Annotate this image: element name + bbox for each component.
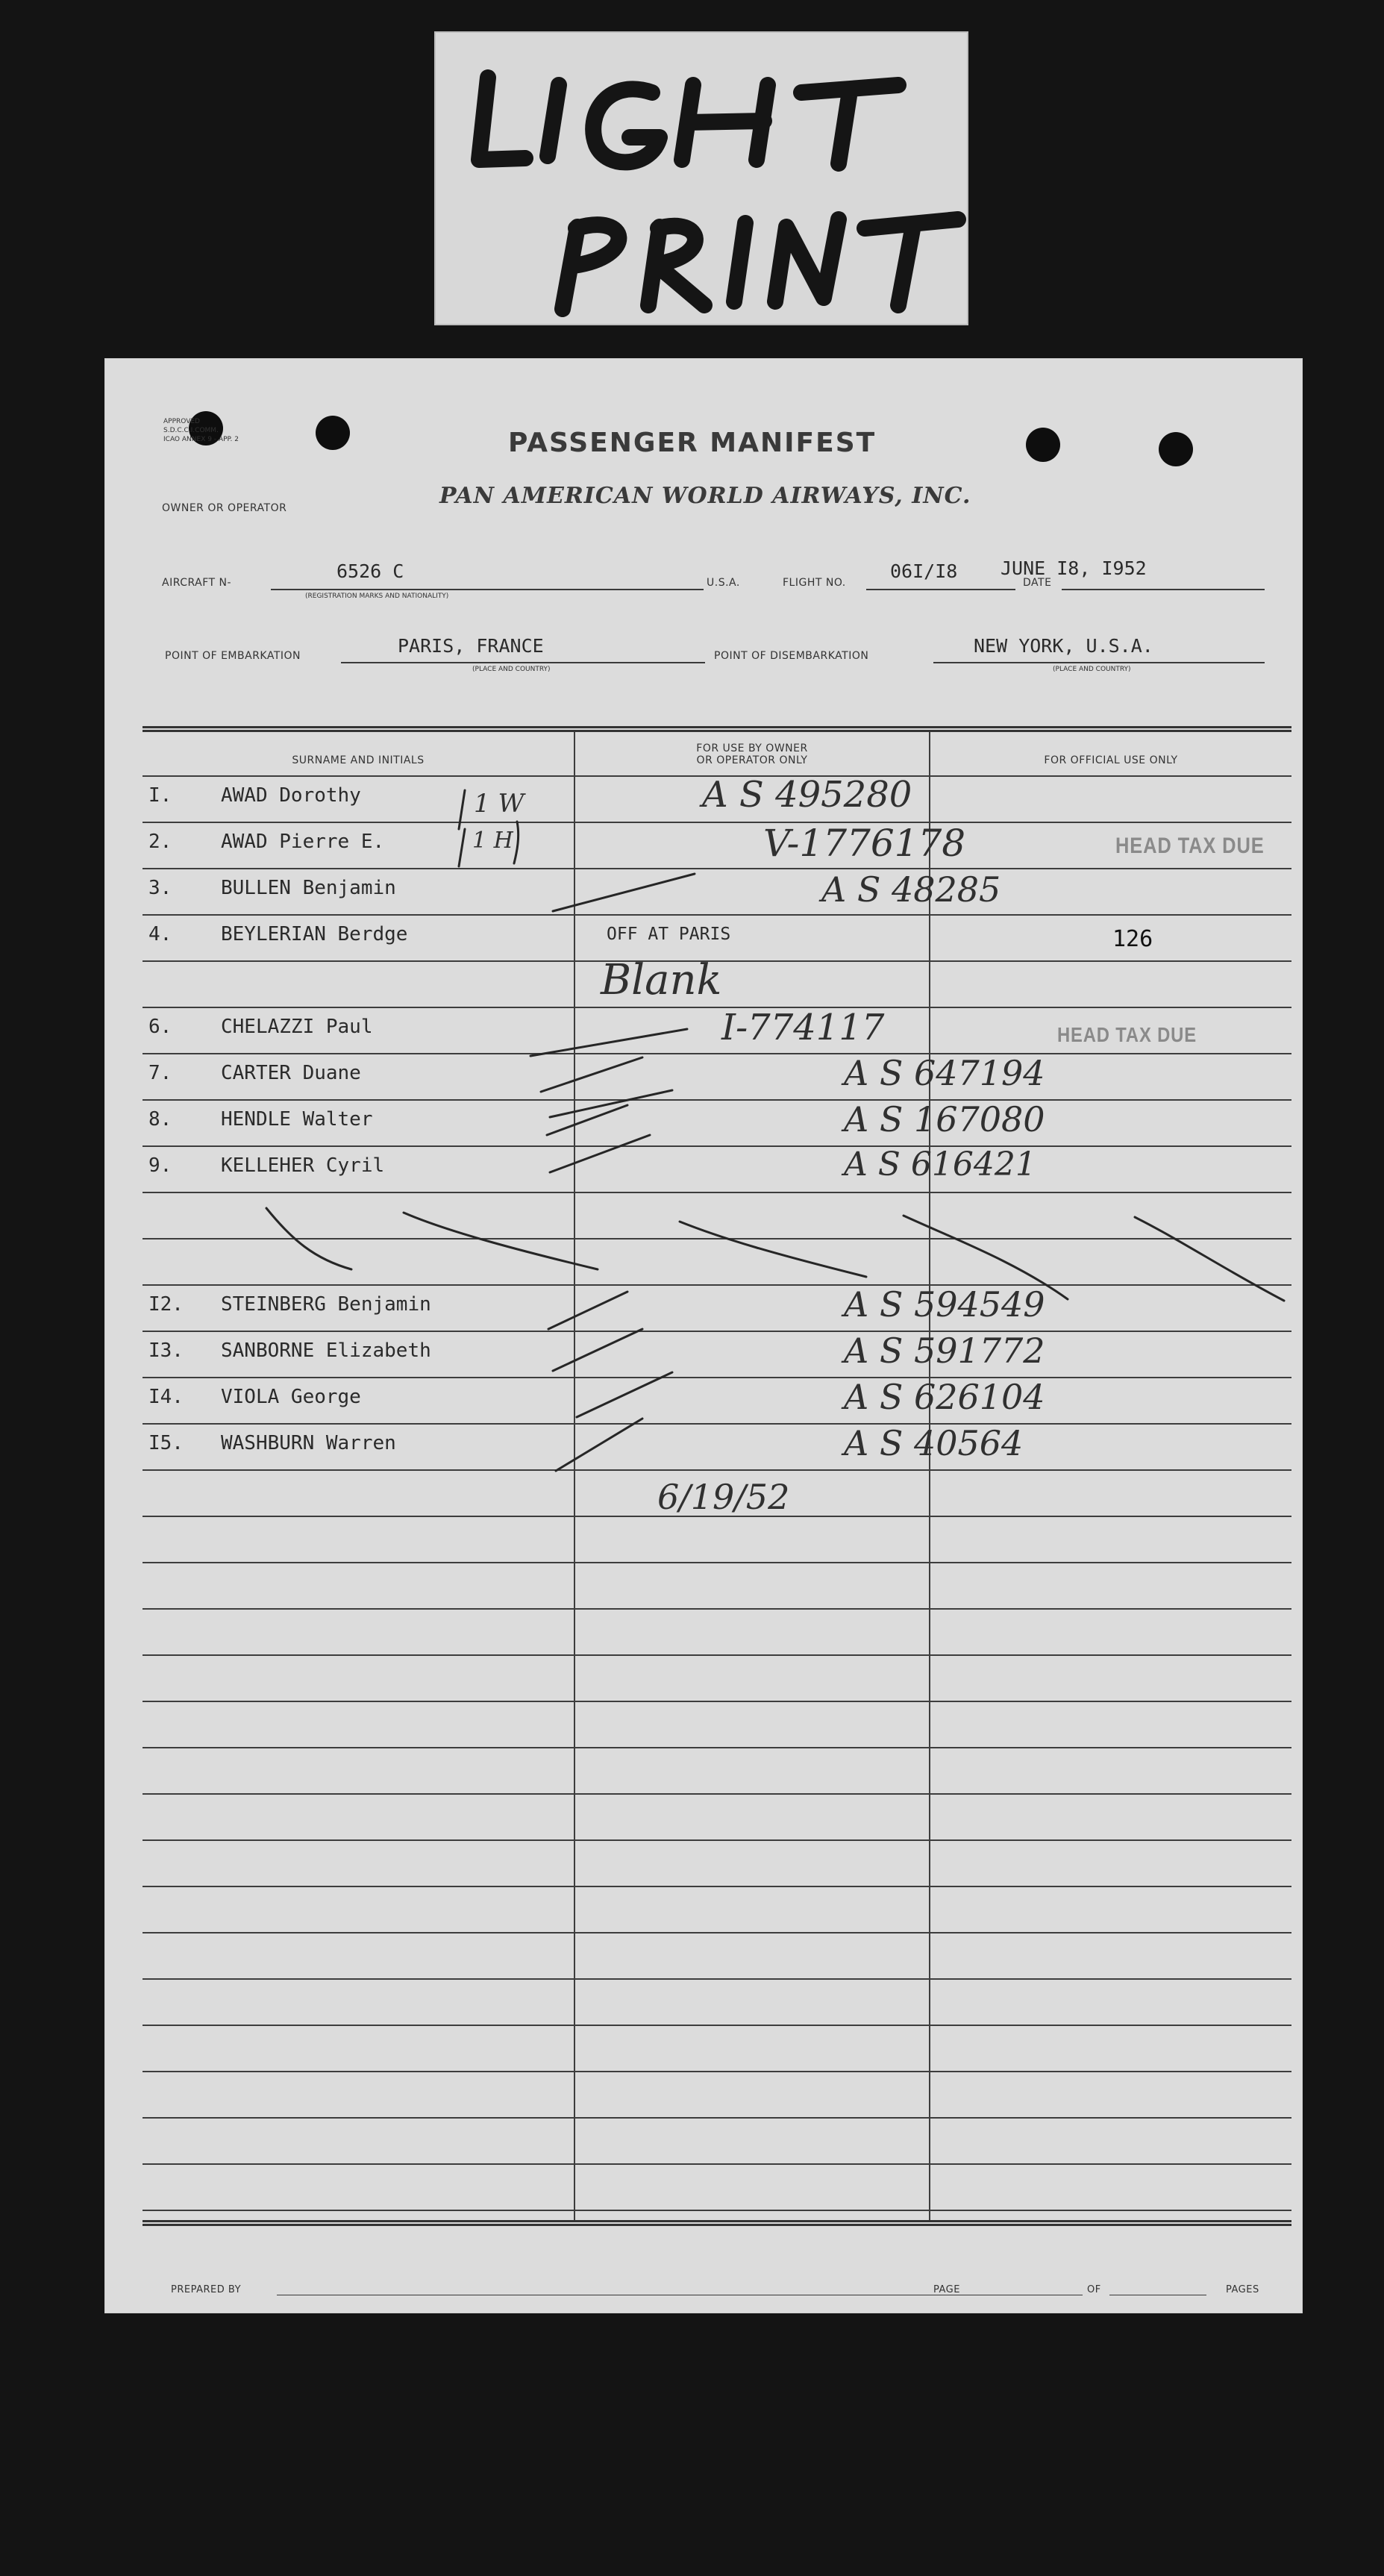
- row-rule: [143, 1562, 1291, 1563]
- row-number: I4.: [148, 1386, 184, 1408]
- row-rule: [143, 1932, 1291, 1933]
- row-number: 8.: [148, 1108, 172, 1131]
- flight-underline: [866, 589, 1015, 590]
- column-header-surname: SURNAME AND INITIALS: [292, 754, 425, 766]
- operator-name: PAN AMERICAN WORLD AIRWAYS, INC.: [439, 483, 971, 509]
- handwritten-passport-number: A S 647194: [844, 1053, 1045, 1093]
- prepared-by-label: PREPARED BY: [171, 2284, 242, 2295]
- row-rule: [143, 1839, 1291, 1841]
- handwritten-passport-number: A S 40564: [844, 1423, 1024, 1463]
- passenger-name: KELLEHER Cyril: [221, 1154, 385, 1177]
- usa-label: U.S.A.: [707, 577, 740, 589]
- flight-label: FLIGHT NO.: [783, 577, 846, 589]
- column-header-official: FOR OFFICIAL USE ONLY: [1044, 754, 1178, 766]
- passenger-name: HENDLE Walter: [221, 1108, 373, 1131]
- passenger-name: VIOLA George: [221, 1386, 361, 1408]
- table-bottom-rule: [143, 2220, 1291, 2226]
- punch-hole: [316, 416, 350, 450]
- passenger-name: BULLEN Benjamin: [221, 877, 396, 899]
- embarkation-value: PARIS, FRANCE: [398, 635, 544, 657]
- handwritten-date: 6/19/52: [657, 1477, 790, 1517]
- flight-value: 06I/I8: [890, 560, 958, 582]
- table-row: [143, 1147, 1291, 1193]
- date-label: DATE: [1023, 577, 1052, 589]
- aircraft-underline: [271, 589, 704, 590]
- form-reference-line-2: S.D.C.C.I.COMM.: [163, 427, 219, 434]
- passenger-manifest-form: [104, 358, 1303, 2313]
- light-print-note: [434, 31, 968, 325]
- row-number: I.: [148, 784, 172, 807]
- row-rule: [143, 2163, 1291, 2165]
- row-rule: [143, 1238, 1291, 1239]
- table-top-rule: [143, 726, 1291, 732]
- disembarkation-value: NEW YORK, U.S.A.: [974, 635, 1153, 657]
- row-rule: [143, 2210, 1291, 2211]
- handwritten-passport-number: A S 167080: [844, 1099, 1045, 1139]
- margin-tally-w: 1 W: [474, 789, 525, 819]
- light-print-handwriting: [436, 33, 970, 327]
- head-tax-due-stamp: HEAD TAX DUE: [1057, 1023, 1197, 1046]
- date-underline: [1062, 589, 1265, 590]
- embarkation-sublabel: (PLACE AND COUNTRY): [472, 666, 551, 673]
- disembarkation-label: POINT OF DISEMBARKATION: [714, 650, 869, 662]
- punch-hole: [1026, 428, 1060, 462]
- table-row: [143, 1054, 1291, 1101]
- table-row: [143, 1286, 1291, 1332]
- handwritten-passport-number: A S 495280: [702, 774, 912, 816]
- row-number: I2.: [148, 1293, 184, 1316]
- passenger-name: STEINBERG Benjamin: [221, 1293, 431, 1316]
- embarkation-label: POINT OF EMBARKATION: [165, 650, 301, 662]
- of-label: OF: [1087, 2284, 1101, 2295]
- row-rule: [143, 1793, 1291, 1795]
- row-number: 7.: [148, 1062, 172, 1084]
- row-number: 9.: [148, 1154, 172, 1177]
- row-number: I3.: [148, 1339, 184, 1362]
- table-row: [143, 1425, 1291, 1471]
- row-rule: [143, 2071, 1291, 2072]
- row-rule: [143, 1886, 1291, 1887]
- pages-label: PAGES: [1226, 2284, 1259, 2295]
- handwritten-passport-number: A S 48285: [821, 869, 1001, 910]
- passenger-name: AWAD Dorothy: [221, 784, 361, 807]
- handwritten-passport-number: A S 594549: [844, 1284, 1045, 1325]
- column-header-operator-2: OR OPERATOR ONLY: [696, 754, 808, 766]
- handwritten-passport-number: A S 591772: [844, 1331, 1045, 1371]
- official-number: 126: [1112, 926, 1153, 952]
- row-number: 4.: [148, 923, 172, 945]
- row-rule: [143, 1608, 1291, 1610]
- strike-stroke: [680, 1222, 866, 1277]
- handwritten-passport-number: A S 616421: [844, 1145, 1036, 1184]
- passenger-name: WASHBURN Warren: [221, 1432, 396, 1454]
- date-value: JUNE I8, I952: [1001, 557, 1147, 579]
- owner-label: OWNER OR OPERATOR: [162, 502, 287, 514]
- form-title: PASSENGER MANIFEST: [508, 428, 877, 458]
- passenger-name: CHELAZZI Paul: [221, 1016, 373, 1038]
- passenger-name: BEYLERIAN Berdge: [221, 923, 408, 945]
- column-header-operator-1: FOR USE BY OWNER: [696, 743, 808, 754]
- table-row: [143, 1101, 1291, 1147]
- aircraft-value: 6526 C: [336, 560, 404, 582]
- disembarkation-underline: [933, 662, 1265, 663]
- row-rule: [143, 1701, 1291, 1702]
- row-rule: [143, 2117, 1291, 2119]
- form-reference-line-1: APPROVED: [163, 418, 200, 425]
- row-rule: [143, 1654, 1291, 1656]
- table-row: [143, 1378, 1291, 1425]
- row-number: 3.: [148, 877, 172, 899]
- handwritten-remark: Blank: [601, 956, 722, 1004]
- row-number: 2.: [148, 831, 172, 853]
- row-number: I5.: [148, 1432, 184, 1454]
- table-row: [143, 869, 1291, 916]
- handwritten-passport-number: I-774117: [721, 1007, 885, 1048]
- passenger-name: SANBORNE Elizabeth: [221, 1339, 431, 1362]
- strike-stroke: [404, 1213, 598, 1269]
- form-reference-line-3: ICAO ANNEX 9 - APP. 2: [163, 436, 239, 443]
- aircraft-label: AIRCRAFT N-: [162, 577, 232, 589]
- table-row: [143, 1332, 1291, 1378]
- handwritten-passport-number: V-1776178: [763, 822, 966, 865]
- handwritten-passport-number: A S 626104: [844, 1377, 1045, 1417]
- head-tax-due-stamp: HEAD TAX DUE: [1115, 834, 1265, 858]
- disembarkation-sublabel: (PLACE AND COUNTRY): [1053, 666, 1131, 673]
- aircraft-sublabel: (REGISTRATION MARKS AND NATIONALITY): [305, 593, 449, 600]
- page-label: PAGE: [933, 2284, 960, 2295]
- passenger-name: CARTER Duane: [221, 1062, 361, 1084]
- row-rule: [143, 2025, 1291, 2026]
- typed-remark: OFF AT PARIS: [607, 925, 731, 944]
- embarkation-underline: [341, 662, 705, 663]
- passenger-name: AWAD Pierre E.: [221, 831, 385, 853]
- row-number: 6.: [148, 1016, 172, 1038]
- row-rule: [143, 1978, 1291, 1980]
- punch-hole: [1159, 432, 1193, 466]
- row-rule: [143, 1747, 1291, 1748]
- margin-tally-h: 1 H: [472, 828, 513, 854]
